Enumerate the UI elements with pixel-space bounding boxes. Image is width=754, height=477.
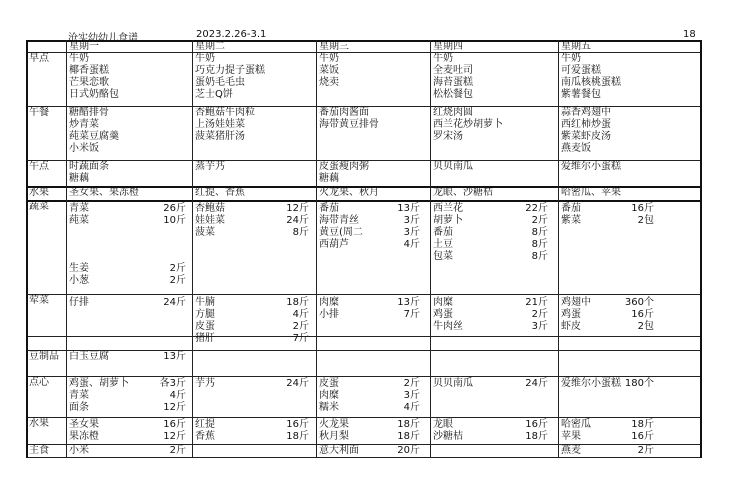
ingredient-qty: 24斤 <box>286 215 309 226</box>
menu-item-snack: 糖藕 <box>69 173 89 184</box>
menu-item-breakfast: 可爱蛋糕 <box>561 65 601 76</box>
menu-item-fruit: 哈密瓜、苹果 <box>561 187 621 198</box>
ingredient-qty: 20斤 <box>397 445 420 456</box>
ingredient-qty: 16斤 <box>163 419 186 430</box>
ingredient-qty: 18斤 <box>631 419 654 430</box>
ingredient-name: 糯米 <box>319 402 339 413</box>
ingredient-name: 圣女果 <box>69 419 99 430</box>
ingredient-qty: 4斤 <box>169 390 186 401</box>
menu-item-breakfast: 松松餐包 <box>433 89 473 100</box>
menu-item-fruit: 龙眼、沙糖桔 <box>433 187 493 198</box>
menu-item-lunch: 红烧肉圆 <box>433 107 473 118</box>
ingredient-qty: 18斤 <box>286 431 309 442</box>
menu-item-lunch: 炒青菜 <box>69 119 99 130</box>
menu-item-lunch: 燕麦饭 <box>561 143 591 154</box>
menu-item-snack: 糖藕 <box>319 173 339 184</box>
menu-item-snack: 蒸芋艿 <box>195 161 225 172</box>
table-column-rule <box>316 40 317 458</box>
ingredient-name: 爱维尔小蛋糕 <box>561 378 621 389</box>
ingredient-name: 果冻橙 <box>69 431 99 442</box>
ingredient-qty: 2包 <box>637 215 654 226</box>
ingredient-qty: 16斤 <box>631 431 654 442</box>
ingredient-name: 白玉豆腐 <box>69 351 109 362</box>
ingredient-name: 海带青丝 <box>319 215 359 226</box>
ingredient-qty: 2斤 <box>531 309 548 320</box>
day-header: 星期四 <box>433 41 463 52</box>
ingredient-name: 苹果 <box>561 431 581 442</box>
sheet-title: 沧实幼幼儿食谱 <box>68 33 138 44</box>
ingredient-qty: 13斤 <box>163 351 186 362</box>
menu-item-breakfast: 牛奶 <box>433 53 453 64</box>
ingredient-name: 娃娃菜 <box>195 215 225 226</box>
ingredient-name: 贝贝南瓜 <box>433 378 473 389</box>
ingredient-qty: 8斤 <box>531 227 548 238</box>
ingredient-name: 包菜 <box>433 251 453 262</box>
ingredient-qty: 2斤 <box>292 321 309 332</box>
menu-item-lunch: 蒜香鸡翅中 <box>561 107 611 118</box>
ingredient-name: 黄豆(周二 <box>319 227 363 238</box>
table-rule <box>26 350 700 351</box>
ingredient-qty: 4斤 <box>403 239 420 250</box>
ingredient-qty: 18斤 <box>286 297 309 308</box>
ingredient-qty: 3斤 <box>531 321 548 332</box>
ingredient-qty: 2包 <box>637 321 654 332</box>
table-rule <box>26 444 700 445</box>
table-column-rule <box>700 40 702 458</box>
menu-item-lunch: 糖醋排骨 <box>69 107 109 118</box>
table-column-rule <box>66 40 67 458</box>
day-header: 星期三 <box>319 41 349 52</box>
ingredient-name: 青菜 <box>69 203 89 214</box>
ingredient-name: 鸡蛋、胡萝卜 <box>69 378 129 389</box>
table-rule <box>26 417 700 418</box>
ingredient-qty: 4斤 <box>292 309 309 320</box>
ingredient-qty: 2斤 <box>169 263 186 274</box>
ingredient-qty: 2斤 <box>637 445 654 456</box>
ingredient-qty: 10斤 <box>163 215 186 226</box>
menu-item-breakfast: 菜饭 <box>319 65 339 76</box>
ingredient-qty: 2斤 <box>531 215 548 226</box>
menu-item-snack: 皮蛋瘦肉粥 <box>319 161 369 172</box>
menu-item-lunch: 海带黄豆排骨 <box>319 119 379 130</box>
ingredient-qty: 3斤 <box>403 390 420 401</box>
menu-item-fruit: 圣女果、果冻橙 <box>69 187 139 198</box>
row-label-snack2: 点心 <box>29 377 49 388</box>
ingredient-name: 燕麦 <box>561 445 581 456</box>
ingredient-qty: 8斤 <box>531 251 548 262</box>
ingredient-qty: 16斤 <box>525 419 548 430</box>
menu-item-breakfast: 巧克力提子蛋糕 <box>195 65 265 76</box>
ingredient-qty: 7斤 <box>403 309 420 320</box>
ingredient-qty: 24斤 <box>163 297 186 308</box>
ingredient-name: 龙眼 <box>433 419 453 430</box>
ingredient-name: 番茄 <box>561 203 581 214</box>
ingredient-name: 香蕉 <box>195 431 215 442</box>
ingredient-qty: 16斤 <box>631 203 654 214</box>
ingredient-qty: 180个 <box>624 378 654 389</box>
ingredient-name: 番茄 <box>433 227 453 238</box>
ingredient-qty: 18斤 <box>525 431 548 442</box>
ingredient-name: 肉糜 <box>433 297 453 308</box>
ingredient-name: 青菜 <box>69 390 89 401</box>
ingredient-name: 虾皮 <box>561 321 581 332</box>
menu-item-lunch: 小米饭 <box>69 143 99 154</box>
ingredient-qty: 4斤 <box>403 402 420 413</box>
ingredient-qty: 12斤 <box>163 402 186 413</box>
ingredient-name: 土豆 <box>433 239 453 250</box>
menu-item-breakfast: 牛奶 <box>319 53 339 64</box>
menu-item-breakfast: 蛋奶毛毛虫 <box>195 77 245 88</box>
menu-item-snack: 爱维尔小蛋糕 <box>561 161 621 172</box>
table-rule <box>26 52 700 53</box>
ingredient-name: 秋月梨 <box>319 431 349 442</box>
ingredient-qty: 24斤 <box>286 378 309 389</box>
ingredient-name: 牛腩 <box>195 297 215 308</box>
menu-item-lunch: 菠菜猪肝汤 <box>195 131 245 142</box>
menu-item-breakfast: 牛奶 <box>69 53 89 64</box>
ingredient-name: 牛肉丝 <box>433 321 463 332</box>
ingredient-name: 莼菜 <box>69 215 89 226</box>
menu-item-breakfast: 海苔蛋糕 <box>433 77 473 88</box>
menu-item-breakfast: 椰香蛋糕 <box>69 65 109 76</box>
table-rule <box>26 40 700 42</box>
menu-item-lunch: 上汤娃娃菜 <box>195 119 245 130</box>
page-number: 18 <box>683 29 696 40</box>
ingredient-name: 紫菜 <box>561 215 581 226</box>
row-label-snack: 午点 <box>29 161 49 172</box>
menu-item-lunch: 莼菜豆腐羹 <box>69 131 119 142</box>
ingredient-name: 小米 <box>69 445 89 456</box>
menu-item-lunch: 罗宋汤 <box>433 131 463 142</box>
table-rule <box>26 200 700 202</box>
ingredient-qty: 13斤 <box>397 203 420 214</box>
ingredient-qty: 12斤 <box>286 203 309 214</box>
ingredient-qty: 26斤 <box>163 203 186 214</box>
ingredient-name: 番茄 <box>319 203 339 214</box>
ingredient-name: 鸡蛋 <box>433 309 453 320</box>
row-label-staple: 主食 <box>29 445 49 456</box>
ingredient-name: 胡萝卜 <box>433 215 463 226</box>
menu-item-lunch: 紫菜虾皮汤 <box>561 131 611 142</box>
row-label-fruit-top: 水果 <box>29 187 49 198</box>
table-rule <box>26 294 700 295</box>
ingredient-qty: 16斤 <box>631 309 654 320</box>
ingredient-name: 西葫芦 <box>319 239 349 250</box>
ingredient-name: 小葱 <box>69 275 89 286</box>
ingredient-name: 皮蛋 <box>319 378 339 389</box>
ingredient-name: 方腿 <box>195 309 215 320</box>
day-header: 星期一 <box>69 41 99 52</box>
table-rule <box>26 336 700 337</box>
menu-item-snack: 贝贝南瓜 <box>433 161 473 172</box>
menu-item-fruit: 火龙果、秋月 <box>319 187 379 198</box>
ingredient-qty: 24斤 <box>525 378 548 389</box>
table-column-rule <box>430 40 431 458</box>
ingredient-qty: 360个 <box>624 297 654 308</box>
ingredient-qty: 2斤 <box>169 275 186 286</box>
ingredient-name: 面条 <box>69 402 89 413</box>
ingredient-qty: 8斤 <box>292 227 309 238</box>
table-rule <box>26 457 700 458</box>
menu-item-lunch: 西红柿炒蛋 <box>561 119 611 130</box>
ingredient-name: 芋艿 <box>195 378 215 389</box>
row-label-lunch: 午餐 <box>29 107 49 118</box>
menu-item-lunch: 番茄肉酱面 <box>319 107 369 118</box>
ingredient-name: 菠菜 <box>195 227 215 238</box>
row-label-fruit: 水果 <box>29 418 49 429</box>
ingredient-qty: 2斤 <box>169 445 186 456</box>
menu-item-breakfast: 南瓜核桃蛋糕 <box>561 77 621 88</box>
menu-item-breakfast: 牛奶 <box>195 53 215 64</box>
ingredient-name: 小排 <box>319 309 339 320</box>
ingredient-name: 仔排 <box>69 297 89 308</box>
ingredient-qty: 各3斤 <box>159 378 186 389</box>
ingredient-qty: 16斤 <box>286 419 309 430</box>
ingredient-name: 皮蛋 <box>195 321 215 332</box>
ingredient-name: 鸡蛋 <box>561 309 581 320</box>
ingredient-name: 意大利面 <box>319 445 359 456</box>
menu-item-snack: 时蔬面条 <box>69 161 109 172</box>
row-label-meat: 荤菜 <box>29 295 49 306</box>
table-column-rule <box>192 40 193 458</box>
row-label-breakfast: 早点 <box>29 53 49 64</box>
ingredient-qty: 3斤 <box>403 227 420 238</box>
day-header: 星期五 <box>561 41 591 52</box>
ingredient-qty: 3斤 <box>403 215 420 226</box>
menu-item-breakfast: 全麦吐司 <box>433 65 473 76</box>
menu-item-breakfast: 芒果恋歌 <box>69 77 109 88</box>
ingredient-qty: 18斤 <box>397 419 420 430</box>
ingredient-qty: 18斤 <box>397 431 420 442</box>
ingredient-qty: 7斤 <box>292 333 309 344</box>
ingredient-name: 生姜 <box>69 263 89 274</box>
menu-item-breakfast: 日式奶酪包 <box>69 89 119 100</box>
menu-item-breakfast: 烧卖 <box>319 77 339 88</box>
menu-item-lunch: 杏鲍菇牛肉粒 <box>195 107 255 118</box>
ingredient-name: 杏鲍菇 <box>195 203 225 214</box>
row-label-vegetables: 蔬菜 <box>29 201 49 212</box>
table-column-rule <box>558 40 559 458</box>
ingredient-name: 哈密瓜 <box>561 419 591 430</box>
ingredient-name: 肉糜 <box>319 390 339 401</box>
ingredient-qty: 8斤 <box>531 239 548 250</box>
ingredient-name: 火龙果 <box>319 419 349 430</box>
ingredient-name: 西兰花 <box>433 203 463 214</box>
ingredient-name: 肉糜 <box>319 297 339 308</box>
ingredient-name: 沙糖桔 <box>433 431 463 442</box>
menu-item-breakfast: 芝士Q饼 <box>195 89 233 100</box>
menu-item-fruit: 红提、香蕉 <box>195 187 245 198</box>
day-header: 星期二 <box>195 41 225 52</box>
ingredient-qty: 21斤 <box>525 297 548 308</box>
date-range: 2023.2.26-3.1 <box>196 29 267 40</box>
ingredient-qty: 12斤 <box>163 431 186 442</box>
ingredient-name: 猪肝 <box>195 333 215 344</box>
menu-item-breakfast: 紫薯餐包 <box>561 89 601 100</box>
table-column-rule <box>26 40 28 458</box>
ingredient-qty: 13斤 <box>397 297 420 308</box>
table-rule <box>26 376 700 377</box>
ingredient-qty: 22斤 <box>525 203 548 214</box>
ingredient-qty: 2斤 <box>403 378 420 389</box>
ingredient-name: 红提 <box>195 419 215 430</box>
menu-item-lunch: 西兰花炒胡萝卜 <box>433 119 503 130</box>
row-label-soy: 豆制品 <box>29 351 59 362</box>
ingredient-name: 鸡翅中 <box>561 297 591 308</box>
menu-item-breakfast: 牛奶 <box>561 53 581 64</box>
